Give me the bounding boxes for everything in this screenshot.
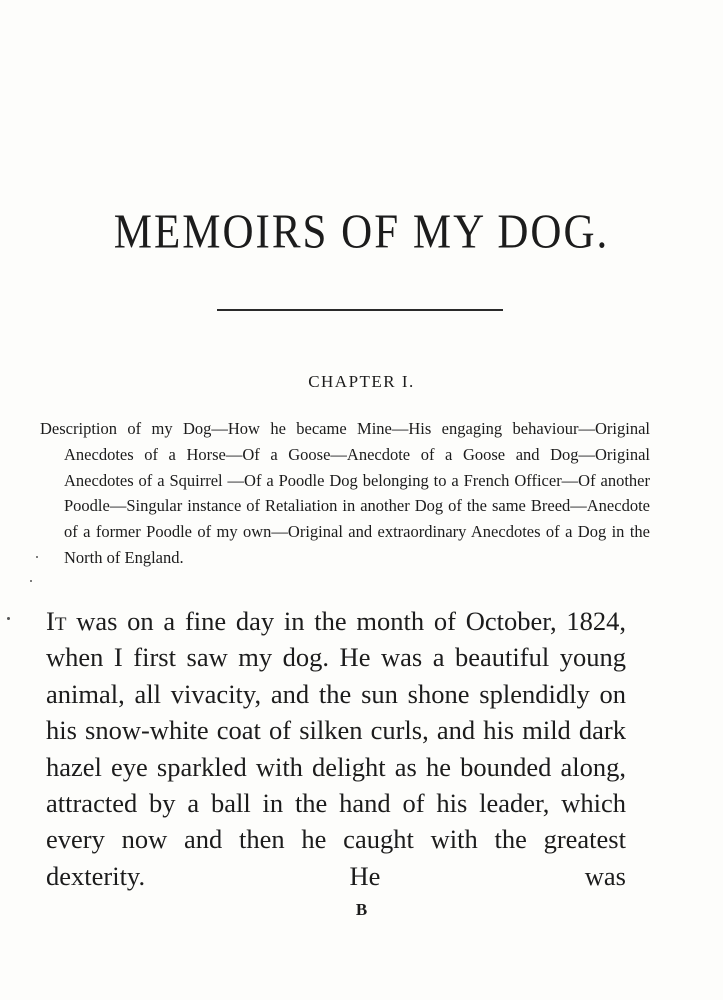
chapter-heading: CHAPTER I.: [308, 372, 415, 391]
chapter-synopsis: Description of my Dog—How he became Mine—His engaging behaviour—Original Anecdotes of a Horse—Of a Goose—Anecdote of a Goose and Dog—Original Anecdotes of a Squirrel —Of a Poodle Dog belonging to a French Officer—Of another Poodle—Singular instance of Retaliation in another Dog of the same Breed—Anecdote of a former Poodle of my own—Original and extraordinary Anecdotes of a Dog in the North of England.: [40, 419, 650, 567]
body-paragraph: [46, 603, 626, 894]
body-paragraph-text: was on a fine day in the month of October, 1824, when I first saw my dog. He was a beautiful young animal, all vivacity, and the sun shone splendidly on his snow-white coat of silken curls, and his mild dark hazel eye sparkled with delight as he bounded along, attracted by a ball in the hand of his leader, which every now and then he caught with the greatest dexterity. He was: [46, 606, 627, 891]
opening-word: It: [46, 606, 67, 636]
title-divider: [217, 309, 503, 311]
page-title: MEMOIRS OF MY DOG.: [113, 206, 610, 259]
signature-mark: B: [355, 900, 368, 919]
paper-speck: [30, 580, 32, 582]
paper-speck: [36, 556, 38, 558]
paper-speck: [7, 617, 10, 620]
